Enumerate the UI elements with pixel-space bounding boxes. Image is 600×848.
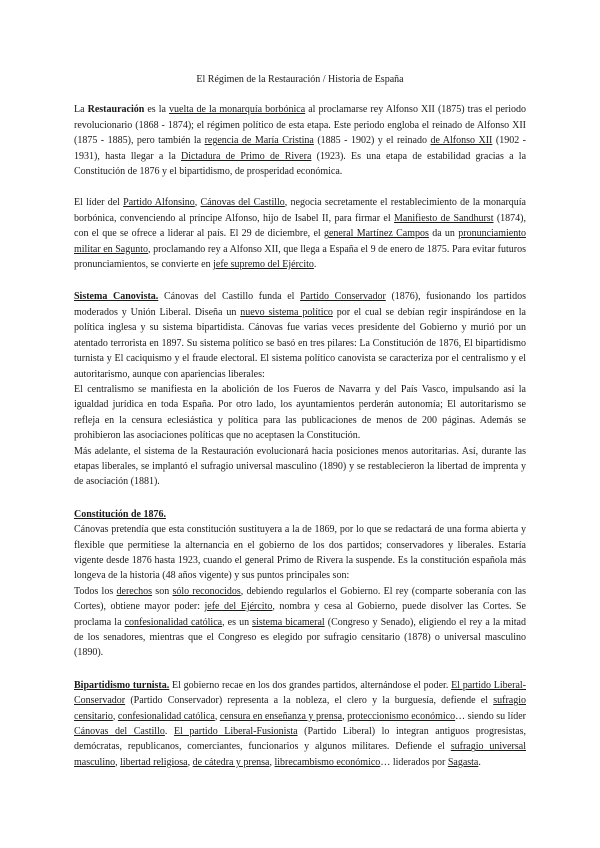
text-run: Cánovas del Castillo funda el <box>158 291 301 303</box>
text-run: es la <box>144 104 170 116</box>
text-run: , <box>342 710 348 722</box>
term-regencia: regencia de María Cristina <box>204 135 314 147</box>
text-run: , nombra y cesa al Gobierno, puede disolver las Cortes. Se proclama la <box>74 601 526 628</box>
term-nuevo-sistema: nuevo sistema político <box>240 306 333 318</box>
text-run: , <box>214 710 220 722</box>
paragraph-evolucion: Más adelante, el sistema de la Restauración evolucionará hacia posiciones menos autoritarias. Así, durante las etapas liberales, se implantó el sufragio universal masculino (1890) y se restablecieron la libertad de imprenta y de asociación (1881). <box>74 445 526 488</box>
text-run: , <box>115 756 121 768</box>
term-martinez-campos: general Martínez Campos <box>323 228 429 240</box>
text-run: La <box>74 104 88 116</box>
term-jefe-ejercito: jefe supremo del Ejército <box>213 259 314 271</box>
text-run: , proclamando rey a Alfonso XII, que llega a España el 9 de enero de 1875. Para evitar futuros pronunciamientos, se convierte en <box>74 243 526 271</box>
term-sagasta: Sagasta <box>447 756 479 768</box>
page-title: El Régimen de la Restauración / Historia de España <box>196 74 404 85</box>
text-run: … siendo su líder <box>455 710 526 722</box>
paragraph-constitucion: Cánovas pretendía que esta constitución sustituyera a la de 1869, por lo que se redactará de una forma abierta y flexible que permitiese la alternancia en el gobierno de los dos partidos; conservadores y liberales. Estaría vigente desde 1876 hasta 1923, cuando el general Primo de Rivera la suspende. Es la constitución española más longeva de la historia (48 años vigente) y sus puntos principales son: <box>74 524 526 582</box>
term-confesionalidad: confesionalidad católica <box>124 616 223 628</box>
term-libertad-religiosa: libertad religiosa <box>120 756 188 768</box>
text-run: (Partido Conservador) representa a la nobleza, el clero y la burguesía, defiende el <box>125 695 494 707</box>
text-run: (1902 - 1931), hasta llegar a la <box>74 135 527 162</box>
text-run: , es un <box>222 616 253 628</box>
text-run: (1874), con el que se ofrece a liderar al país. El 29 de diciembre, el <box>74 212 527 240</box>
text-run: , debiendo regularlos el Gobierno. El rey (comparte soberanía con las Cortes), obtiene mayor poder: <box>74 585 526 613</box>
text-run: , <box>194 197 201 209</box>
term-sufragio-universal: sufragio universal masculino <box>74 741 526 768</box>
text-run: son <box>152 585 173 597</box>
text-run: (Congreso y Senado), eligiendo el rey a la mitad de los senadores, mientras que el Congreso es elegido por sufragio censitario (1878) o universal masculino (1890). <box>74 616 526 659</box>
paragraph-centralismo: El centralismo se manifiesta en la abolición de los Fueros de Navarra y del País Vasco, impulsando así la igualdad jurídica en toda España. Por otro lado, los ayuntamientos perderán autonomía; El autoritarismo se refleja en la censura eclesiástica y política para las publicaciones de menos de 200 páginas. Además se prohibieron las asociaciones políticas que no aceptasen la Constitución. <box>74 383 526 442</box>
term-canovas-lider: Cánovas del Castillo <box>74 726 165 738</box>
term-catedra-prensa: de cátedra y prensa <box>192 756 270 768</box>
heading-sistema-canovista: Sistema Canovista. <box>74 291 159 303</box>
heading-bipartidismo: Bipartidismo turnista. <box>74 679 170 691</box>
text-run: El líder del <box>74 197 124 209</box>
term-alfonso: de Alfonso XII <box>430 135 493 147</box>
term-partido-liberal-conservador: El partido Liberal-Conservador <box>74 679 526 707</box>
term-partido-liberal-fusionista: El partido Liberal-Fusionista <box>173 726 298 738</box>
term-restauracion: Restauración <box>87 104 145 116</box>
term-bicameral: sistema bicameral <box>252 616 325 628</box>
text-run: . <box>164 726 174 738</box>
text-run: , <box>112 710 118 722</box>
text-run: Todos los <box>74 585 117 597</box>
section-constitucion <box>74 507 526 522</box>
paragraph-derechos <box>74 584 526 661</box>
term-vuelta-monarquia: vuelta de la monarquía borbónica <box>169 104 306 116</box>
paragraph-canovas <box>74 195 526 272</box>
text-run: por el cual se debían regir inspirándose en la política inglesa y su sistema bipartidista. Cánovas fue varias veces presidente del Gobierno y murió por un atentado terrorista en 1897. Su sistema político se basó en tres pilares: La Constitución de 1876, El bipartidismo turnista y El caciquismo y el fraude electoral. El sistema político canovista se caracteriza por el centralismo y el autoritarismo, aunque con apariencias liberales: <box>74 306 526 380</box>
text-run: , negocia secretamente el restablecimiento de la monarquía borbónica, convenciendo al príncipe Alfonso, hijo de Isabel II, para firmar el <box>74 197 526 224</box>
text-run: . <box>478 756 481 768</box>
term-partido-conservador: Partido Conservador <box>300 291 386 303</box>
text-run: . <box>313 259 317 271</box>
term-derechos: derechos <box>116 585 153 597</box>
text-run: , <box>187 756 193 768</box>
text-run: (Partido Liberal) lo integran antiguos progresistas, demócratas, republicanos, comerciantes, funcionarios y algunos militares. Defiende el <box>74 726 526 753</box>
term-dictadura: Dictadura de Primo de Rivera <box>181 150 312 162</box>
text-run: (1923). Es una etapa de estabilidad gracias a la Constitución de 1876 y el bipartidismo, de prosperidad económica. <box>74 150 527 178</box>
text-run: (1885 - 1902) y el reinado <box>313 135 431 147</box>
term-canovas: Cánovas del Castillo <box>200 197 285 209</box>
term-jefe-del-ejercito: jefe del Ejército <box>204 601 273 613</box>
term-confesionalidad-catolica: confesionalidad católica <box>117 710 215 722</box>
term-sufragio-censitario: sufragio censitario <box>74 695 526 722</box>
text-run: El gobierno recae en los dos grandes partidos, alternándose el poder. <box>169 679 452 691</box>
paragraph-bipartidismo <box>74 678 526 770</box>
term-censura: censura en enseñanza y prensa <box>219 710 343 722</box>
term-proteccionismo: proteccionismo económico <box>347 710 456 722</box>
text-run: (1876), fusionando los partidos moderados y Unión Liberal. Diseña un <box>74 291 526 318</box>
paragraph-sistema-canovista <box>74 289 526 381</box>
term-librecambismo: librecambismo económico <box>274 756 381 768</box>
heading-constitucion: Constitución de 1876. <box>74 508 166 520</box>
text-run: … liderados por <box>380 756 448 768</box>
text-run: , <box>269 756 275 768</box>
term-solo-reconocidos: sólo reconocidos <box>172 585 241 597</box>
paragraph-restauracion <box>74 102 526 179</box>
term-pronunciamiento: pronunciamiento militar en Sagunto <box>74 228 526 255</box>
term-manifiesto: Manifiesto de Sandhurst <box>393 212 494 224</box>
text-run: al proclamarse rey Alfonso XII (1875) tras el periodo revolucionario (1868 - 1874); el régimen político de esta etapa. Este periodo engloba el reinado de Alfonso XII (1875 - 1885), pero también la <box>74 104 527 147</box>
term-partido-alfonsino: Partido Alfonsino <box>123 197 195 209</box>
text-run: da un <box>428 228 459 240</box>
